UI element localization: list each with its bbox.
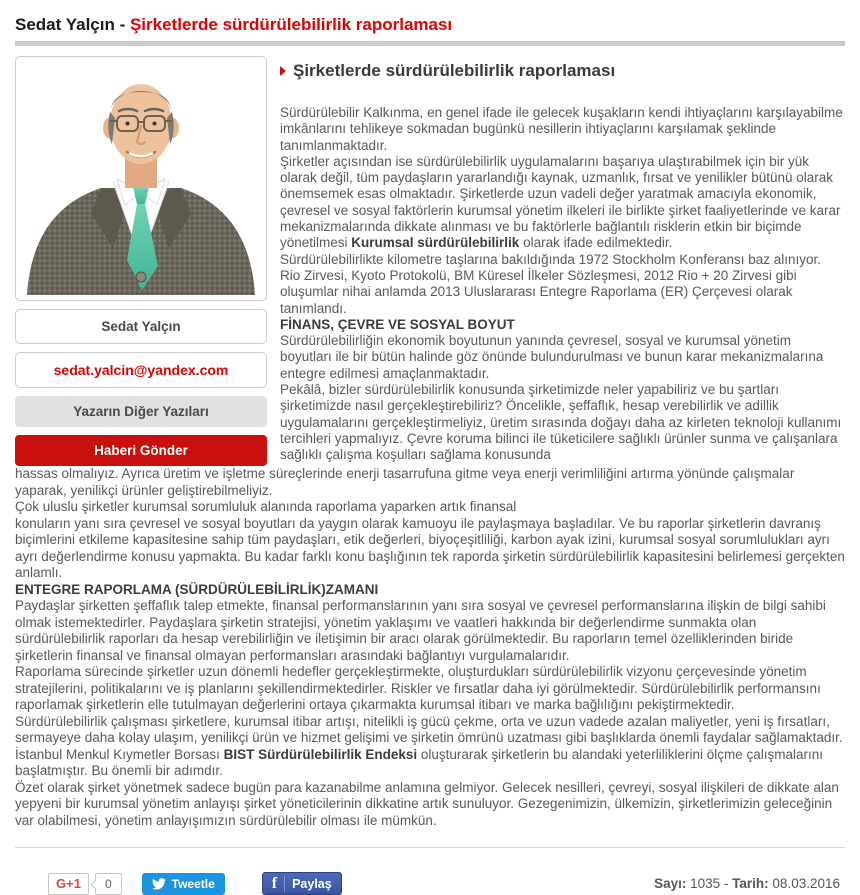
article-text: Sürdürülebilirlikte kilometre taşlarına bakıldığında 1972 Stockholm Konferansı baz alınıyor. Rio Zirvesi, Kyoto Protokolü, BM Küresel İlkeler Sözleşmesi, 2012 Rio + 20 Zirvesi gibi oluşumlar nihai anlamda 2013 Uluslararası Entegre Raporlama (ER) Çerçevesi olarak tanımlandı. <box>280 251 822 316</box>
date-value: 08.03.2016 <box>772 876 840 891</box>
other-articles-button[interactable]: Yazarın Diğer Yazıları <box>15 396 267 427</box>
author-portrait-illustration <box>21 62 261 295</box>
title-bullet-icon <box>280 66 286 76</box>
article-text: İstanbul Menkul Kıymetler Borsası <box>15 746 224 762</box>
issue-value: 1035 <box>690 876 721 891</box>
google-plus-one-icon: G+1 <box>56 876 81 891</box>
article-paragraph <box>15 780 845 830</box>
google-plus-count-badge[interactable]: 0 <box>95 873 122 895</box>
article-section-heading: FİNANS, ÇEVRE VE SOSYAL BOYUT <box>280 316 515 332</box>
article-text: Sürdürülebilirliğin ekonomik boyutunun yanında çevresel, sosyal ve kurumsal yönetim boyutları ile bir bütün halinde göz önünde bulundurulması ve bunun karar mekanizmalarına entegre edilmesi amaçlanmaktadır. <box>280 333 824 381</box>
header-divider <box>15 41 845 46</box>
article-text: Özet olarak şirket yönetmek sadece bugün para kazanabilme anlamına gelmiyor. Gelecek nesilleri, çevreyi, sosyal ilişkileri de dikkate alan yepyeni bir kurumsal yönetim anlayışı şirket yöneticilerinin dikkatine artık sunuluyor. Gezegenimizin, ülkemizin, şirketlerimizin geleceğinin var olabilmesi, yönetim anlayışımızın sürdürülebilir olması ile mümkün. <box>15 779 839 828</box>
facebook-share-label: Paylaş <box>292 876 332 891</box>
article-bold-text: BIST Sürdürülebilirlik Endeksi <box>223 746 418 762</box>
article-text: Sürdürülebilirlik çalışması şirketlere, kurumsal itibar artışı, nitelikli iş gücü çekme, orta ve uzun vadede azalan maliyetler, yeni iş fırsatları, sermayeye daha kolay ulaşım, yenilikçi ürün ve hizmet gelişimi ve şirketin ömrünü uzatması gibi başlıklarda önemli faydalar sağlamaktadır. <box>15 713 843 745</box>
header-author-name: Sedat Yalçın <box>15 15 115 34</box>
date-label: Tarih: <box>732 876 769 891</box>
article-text: olarak ifade edilmektedir. <box>519 235 673 251</box>
article-text: hassas olmalıyız. Ayrıca üretim ve işletme süreçlerinde enerji tasarrufuna gitme veya enerji verimliliğini artırma yönünde çalışmalar yaparak, yenilikçi ürünler geliştirebilmeliyiz. <box>15 466 795 498</box>
author-name-box: Sedat Yalçın <box>15 309 267 344</box>
article-text: Sürdürülebilir Kalkınma, en genel ifade ile gelecek kuşakların kendi ihtiyaçlarını karşılayabilme imkânlarını tehlikeye sokmadan bugünkü nesillerin ihtiyaçlarını karşılamak şeklinde tanımlanmaktadır. <box>280 105 843 153</box>
header-separator: - <box>114 15 130 34</box>
article-text: Pekâlâ, bizler sürdürülebilirlik konusunda şirketimizde neler yapabiliriz ve bu şartları şirketimizde nasıl gerçekleştirebiliriz? Öncelikle, şeffaflık, hesap verebilirlik ve adillik uygulamalarını gerçekleştirmeliyiz, üretim sırasında doğayı daha az kirleten teknoloji kullanımı tercihleri yapmalıyız. Çevre koruma bilinci ile tüketicilere sağlıklı ürünler sunma ve çalışanlara sağlıklı çalışma koşulları sağlama konusunda <box>280 382 842 463</box>
article-text: Raporlama sürecinde şirketler uzun dönemli hedefler gerçekleştirmekte, oluşturdukları sürdürülebilirlik vizyonu çerçevesinde yönetim stratejilerini, politikalarını ve iş planlarını şekillendirmektedirler. Riskler ve fırsatlar daha iyi görülmektedir. Sürdürülebilirlik performansını raporlamak şirketlerin elle tutulmayan değerlerini ortaya çıkarmakta kurumsal itibarı ve marka bağlılığını pekiştirmektedir. <box>15 664 821 712</box>
article-text: Paydaşlar şirketten şeffaflık talep etmekte, finansal performanslarının yanı sıra sosyal ve çevresel performanslarına ilişkin de bilgi sahibi olmak istemektedirler. Paydaşlara şirketin stratejisi, yönetim yaklaşımı ve vaatleri hakkında bir değerlendirme sunmakta olan sürdürülebilirlik raporları da hesap verebilirliğin ve iletişimin bir aracı olarak görülmektedir. Bu raporların temel özelliklerinden biride şirketlerin finansal ve finansal olmayan performansları arasındaki bağlantıyı vurgulamalarıdır. <box>15 598 826 663</box>
article-paragraph <box>15 466 845 499</box>
article-text: Şirketler açısından ise sürdürülebilirlik uygulamalarını başarıya ulaştırabilmek için bir yük olarak değil, tüm paydaşların yararlandığı kaynak, uzmanlık, fırsat ve yenilikler bütünü olarak önemsemek esas olmaktadır. Şirketlerde uzun vadeli değer yaratmak amacıyla ekonomik, çevresel ve sosyal faktörlerin kurumsal yönetim ilkeleri ile birlikte şirket faaliyetlerinde ve karar mekanizmalarında dikkate alınması ve bu faktörlerle bağlantılı risklerin etkin bir biçimde yönetilmesi <box>280 153 841 251</box>
page-header <box>15 0 845 35</box>
footer <box>15 848 845 895</box>
article-paragraph <box>15 747 845 780</box>
issue-label: Sayı: <box>654 876 687 891</box>
tweet-button-label: Tweetle <box>171 876 215 891</box>
article-continuation <box>15 466 845 829</box>
article-paragraph <box>15 664 845 714</box>
facebook-f-icon: f <box>272 876 285 892</box>
header-article-title: Şirketlerde sürdürülebilirlik raporlaması <box>129 15 453 34</box>
article-paragraph <box>15 499 845 582</box>
article-paragraph <box>15 714 845 747</box>
article-text: konuların yanı sıra çevresel ve sosyal boyutları da yaygın olarak kamuoyu ile paylaşmaya başladılar. Ve bu raporlar şirketlerin davranış biçimlerini etkileme kapasitesine sahip tüm paydaşları, etik değerleri, biyoçeşitliliği, karbon ayak izini, kurumsal sosyal sorumlulukları ayrı ayrı değerlendirme konusu yapmakta. Bu kadar farklı konu başlığının tek raporda şirketin sürdürülebilirlik kapasitesini belirlemesi gerçekten anlamlı. <box>15 515 845 580</box>
author-email-link[interactable]: sedat.yalcin@yandex.com <box>15 352 267 388</box>
article-paragraph <box>15 598 845 664</box>
author-photo <box>15 56 267 301</box>
article-title-text: Şirketlerde sürdürülebilirlik raporlaması <box>293 61 616 80</box>
article-section-heading: ENTEGRE RAPORLAMA (SÜRDÜRÜLEBİLİRLİK)ZAMANI <box>15 581 379 597</box>
send-news-button[interactable]: Haberi Gönder <box>15 435 267 466</box>
meta-separator: - <box>720 876 733 891</box>
content <box>15 56 845 895</box>
article-bold-text: Kurumsal sürdürülebilirlik <box>351 235 520 251</box>
article-text: oluşturarak şirketlerin bu alandaki yeterliliklerini ölçme çalışmalarını başlatmıştır. Bu önemli bir adımdır. <box>15 746 824 778</box>
author-sidebar <box>15 56 267 466</box>
article-text: Çok uluslu şirketler kurumsal sorumluluk alanında raporlama yaparken artık finansal <box>15 499 517 514</box>
